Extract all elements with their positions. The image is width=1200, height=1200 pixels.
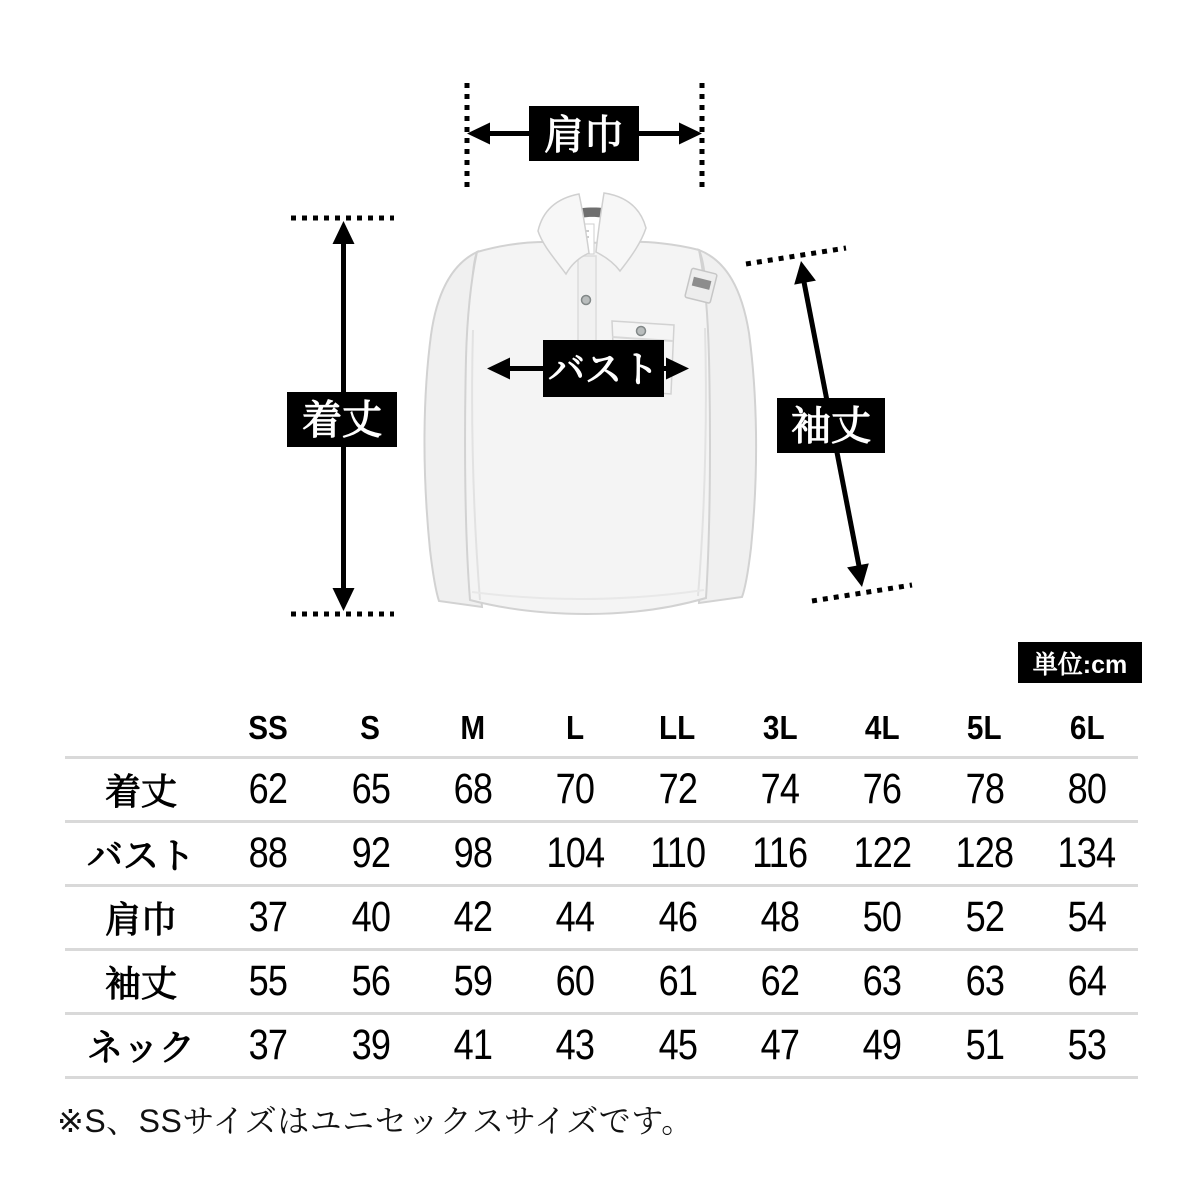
size-value-cell: 63 (862, 956, 902, 1005)
size-value-cell: 63 (965, 956, 1004, 1005)
size-value-cell: 50 (862, 892, 902, 941)
shoulder-width-label: 肩巾 (544, 113, 624, 158)
arrowhead (847, 563, 869, 587)
size-value-cell: 68 (453, 764, 493, 813)
size-value-cell: 80 (1067, 764, 1107, 813)
size-value-cell: 128 (955, 828, 1014, 877)
size-value-cell: 43 (555, 1020, 595, 1069)
size-table (65, 700, 1138, 1079)
size-value-cell: 98 (453, 828, 493, 877)
row-label: 着丈 (104, 770, 177, 812)
body-length-label: 着丈 (302, 398, 382, 443)
size-value-cell: 62 (760, 956, 800, 1005)
sleeve-guide-top (746, 248, 846, 264)
size-header-row (65, 700, 1138, 757)
corner-cell (65, 700, 217, 757)
arrowhead (467, 123, 490, 145)
size-value-cell: 92 (351, 828, 390, 877)
size-table-head (65, 700, 1138, 757)
size-value-cell: 76 (862, 764, 902, 813)
size-value-cell: 46 (658, 892, 697, 941)
size-value-cell: 55 (248, 956, 288, 1005)
row-label: バスト (86, 834, 195, 876)
size-value-cell: 64 (1067, 956, 1107, 1005)
size-value-cell: 41 (453, 1020, 493, 1069)
placket-button (582, 296, 591, 305)
size-value-cell: 110 (649, 828, 706, 877)
size-column-header: S (360, 708, 381, 746)
size-value-cell: 52 (965, 892, 1004, 941)
arrowhead (679, 123, 702, 145)
shirt-illustration (424, 193, 756, 614)
pocket-button (637, 327, 646, 336)
size-value-cell: 54 (1067, 892, 1107, 941)
measurement-row (65, 821, 1138, 885)
size-value-cell: 61 (658, 956, 697, 1005)
size-column-header: L (566, 708, 585, 746)
size-value-cell: 78 (965, 764, 1004, 813)
size-value-cell: 116 (752, 828, 808, 877)
sleeve-length-label: 袖丈 (791, 404, 871, 449)
size-value-cell: 45 (658, 1020, 697, 1069)
size-column-header: LL (659, 708, 696, 746)
size-value-cell: 37 (248, 1020, 288, 1069)
size-value-cell: 60 (555, 956, 595, 1005)
bust-label: バスト (548, 349, 659, 390)
size-value-cell: 134 (1057, 828, 1116, 877)
row-label: 袖丈 (104, 962, 177, 1004)
size-value-cell: 56 (351, 956, 390, 1005)
sleeve-length-annotation (746, 248, 912, 601)
size-value-cell: 53 (1067, 1020, 1107, 1069)
footnote: ※S、SSサイズはユニセックスサイズです。 (57, 1103, 694, 1139)
body-length-annotation (287, 218, 397, 614)
size-value-cell: 65 (351, 764, 390, 813)
measurement-row (65, 885, 1138, 949)
size-value-cell: 88 (248, 828, 288, 877)
measurement-row (65, 1013, 1138, 1077)
size-value-cell: 48 (760, 892, 800, 941)
unit-badge: 単位:cm (1018, 642, 1142, 683)
size-value-cell: 42 (453, 892, 493, 941)
measurement-row (65, 757, 1138, 821)
sleeve-guide-bottom (812, 585, 912, 601)
shoulder-width-annotation (467, 83, 702, 192)
size-value-cell: 122 (853, 828, 911, 877)
size-value-cell: 104 (546, 828, 605, 877)
size-value-cell: 72 (658, 764, 697, 813)
size-column-header: M (460, 708, 486, 746)
size-value-cell: 51 (965, 1020, 1004, 1069)
size-value-cell: 74 (760, 764, 800, 813)
size-value-cell: 62 (248, 764, 288, 813)
arrowhead (333, 221, 355, 244)
row-label: 肩巾 (104, 898, 177, 940)
size-column-header: 6L (1069, 708, 1105, 746)
size-value-cell: 44 (555, 892, 595, 941)
size-column-header: SS (248, 708, 288, 746)
size-value-cell: 40 (351, 892, 390, 941)
arrowhead (333, 588, 355, 611)
size-value-cell: 49 (862, 1020, 902, 1069)
size-column-header: 5L (967, 708, 1002, 746)
size-value-cell: 47 (760, 1020, 800, 1069)
size-value-cell: 59 (453, 956, 493, 1005)
size-value-cell: 37 (248, 892, 288, 941)
row-label: ネック (86, 1026, 195, 1068)
size-table-body (65, 757, 1138, 1077)
size-value-cell: 39 (351, 1020, 390, 1069)
arrowhead (794, 261, 816, 285)
size-column-header: 4L (864, 708, 900, 746)
size-column-header: 3L (762, 708, 798, 746)
size-value-cell: 70 (555, 764, 595, 813)
measurement-row (65, 949, 1138, 1013)
